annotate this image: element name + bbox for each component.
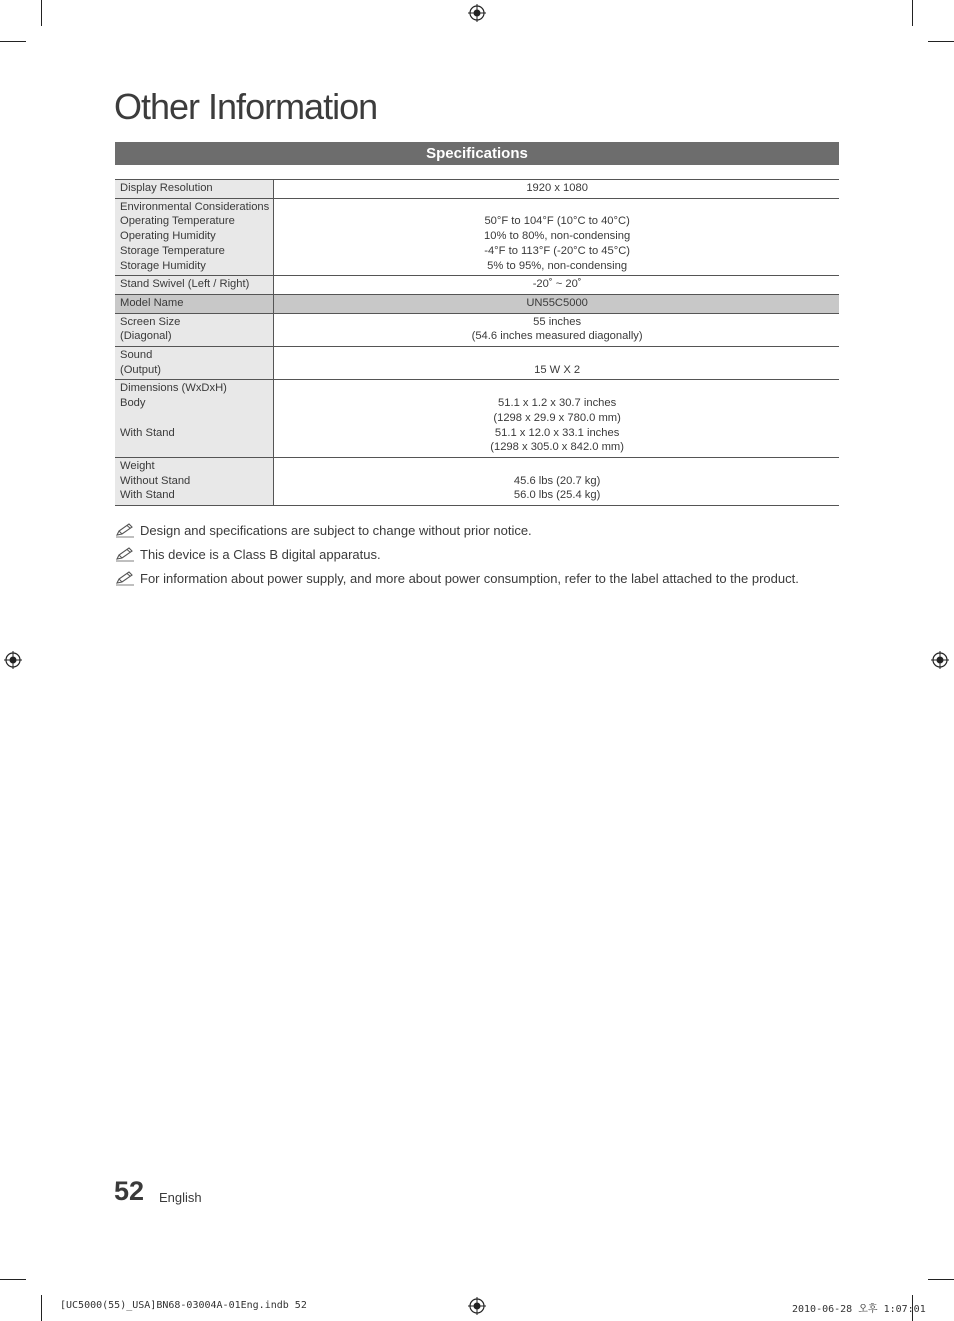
- table-row: [115, 457, 839, 505]
- crop-mark: [0, 41, 26, 42]
- spec-value: [274, 380, 839, 458]
- spec-label: [115, 457, 274, 505]
- spec-value-line: (1298 x 29.9 x 780.0 mm): [493, 411, 621, 424]
- spec-label-line: Display Resolution: [120, 182, 213, 194]
- crop-mark: [0, 1279, 26, 1280]
- page-title: Other Information: [114, 86, 378, 127]
- spec-value: [274, 313, 839, 346]
- spec-label: [115, 380, 274, 458]
- crop-mark: [41, 0, 42, 26]
- spec-value-line: -4°F to 113°F (-20°C to 45°C): [484, 244, 631, 257]
- spec-value: [274, 457, 839, 505]
- spec-value-line: (1298 x 305.0 x 842.0 mm): [490, 441, 624, 454]
- table-row: [115, 380, 839, 458]
- crop-mark: [41, 1295, 42, 1321]
- spec-label: [115, 294, 274, 313]
- spec-value-line: 55 inches: [533, 315, 582, 328]
- registration-mark-icon: [4, 651, 22, 669]
- table-row: [115, 180, 839, 199]
- section-header: [115, 142, 839, 165]
- table-row: [115, 313, 839, 346]
- spec-value: [274, 276, 839, 295]
- note-text: Design and specifications are subject to change without prior notice.: [140, 522, 532, 538]
- pencil-icon: [115, 570, 135, 586]
- spec-label: [115, 347, 274, 380]
- pencil-icon: [115, 546, 135, 562]
- spec-label-line: Environmental Considerations: [120, 200, 270, 213]
- note-item: [115, 542, 799, 566]
- table-row: [115, 198, 839, 276]
- spec-value-line: 50°F to 104°F (10°C to 40°C): [484, 215, 630, 228]
- spec-label-line: (Output): [120, 363, 162, 376]
- spec-value: [274, 180, 839, 199]
- footer-file-info: [UC5000(55)_USA]BN68-03004A-01Eng.indb 52: [60, 1300, 307, 1311]
- crop-mark: [928, 41, 954, 42]
- spec-label-line: Body: [120, 397, 146, 410]
- spec-label-line: (Diagonal): [120, 330, 172, 343]
- spec-label-line: Weight: [120, 459, 155, 472]
- spec-label-line: With Stand: [120, 426, 175, 439]
- spec-value-line: -20˚ ~ 20˚: [532, 278, 582, 291]
- spec-value-line: UN55C5000: [526, 296, 588, 309]
- spec-value-line: 45.6 lbs (20.7 kg): [513, 474, 601, 487]
- spec-value-line: 10% to 80%, non-condensing: [484, 230, 631, 243]
- registration-mark-icon: [468, 4, 486, 22]
- note-text: For information about power supply, and more about power consumption, refer to the label attached to the product.: [140, 570, 799, 586]
- registration-mark-icon: [931, 651, 949, 669]
- table-row: [115, 347, 839, 380]
- table-row: [115, 294, 839, 313]
- spec-label-line: Sound: [120, 349, 153, 362]
- spec-label-line: Operating Humidity: [120, 230, 216, 243]
- spec-value-line: 1920 x 1080: [526, 182, 588, 194]
- spec-label-line: Screen Size: [120, 315, 181, 328]
- spec-value: [274, 198, 839, 276]
- spec-label-line: Operating Temperature: [120, 215, 235, 228]
- spec-label: [115, 180, 274, 199]
- note-item: [115, 566, 799, 590]
- spec-value-line: 56.0 lbs (25.4 kg): [513, 489, 601, 502]
- crop-mark: [912, 0, 913, 26]
- spec-label-line: Model Name: [120, 296, 184, 309]
- spec-value-line: 5% to 95%, non-condensing: [487, 259, 628, 272]
- notes-list: [115, 518, 799, 590]
- spec-value: [274, 347, 839, 380]
- page-number: 52: [114, 1176, 145, 1206]
- page-language: English: [159, 1190, 202, 1205]
- spec-label: [115, 313, 274, 346]
- spec-value-line: (54.6 inches measured diagonally): [471, 330, 643, 343]
- section-title: Specifications: [426, 145, 528, 162]
- spec-label-line: Without Stand: [120, 474, 191, 487]
- spec-label-line: Dimensions (WxDxH): [120, 382, 227, 395]
- spec-label-line: Storage Humidity: [120, 259, 206, 272]
- spec-label-line: Stand Swivel (Left / Right): [120, 278, 250, 291]
- specifications-table: [115, 179, 839, 506]
- spec-label-line: With Stand: [120, 489, 175, 502]
- note-text: This device is a Class B digital apparatus.: [140, 546, 381, 562]
- table-row: [115, 276, 839, 295]
- spec-label: [115, 198, 274, 276]
- spec-value: [274, 294, 839, 313]
- spec-label: [115, 276, 274, 295]
- spec-value-line: 51.1 x 1.2 x 30.7 inches: [498, 397, 617, 410]
- spec-label-line: Storage Temperature: [120, 244, 225, 257]
- note-item: [115, 518, 799, 542]
- registration-mark-icon: [468, 1297, 486, 1315]
- footer-date-info: 2010-06-28 오후 1:07:01: [792, 1304, 926, 1315]
- pencil-icon: [115, 522, 135, 538]
- spec-value-line: 51.1 x 12.0 x 33.1 inches: [494, 426, 620, 439]
- spec-label-line: [120, 411, 269, 426]
- crop-mark: [928, 1279, 954, 1280]
- spec-value-line: 15 W X 2: [534, 363, 581, 376]
